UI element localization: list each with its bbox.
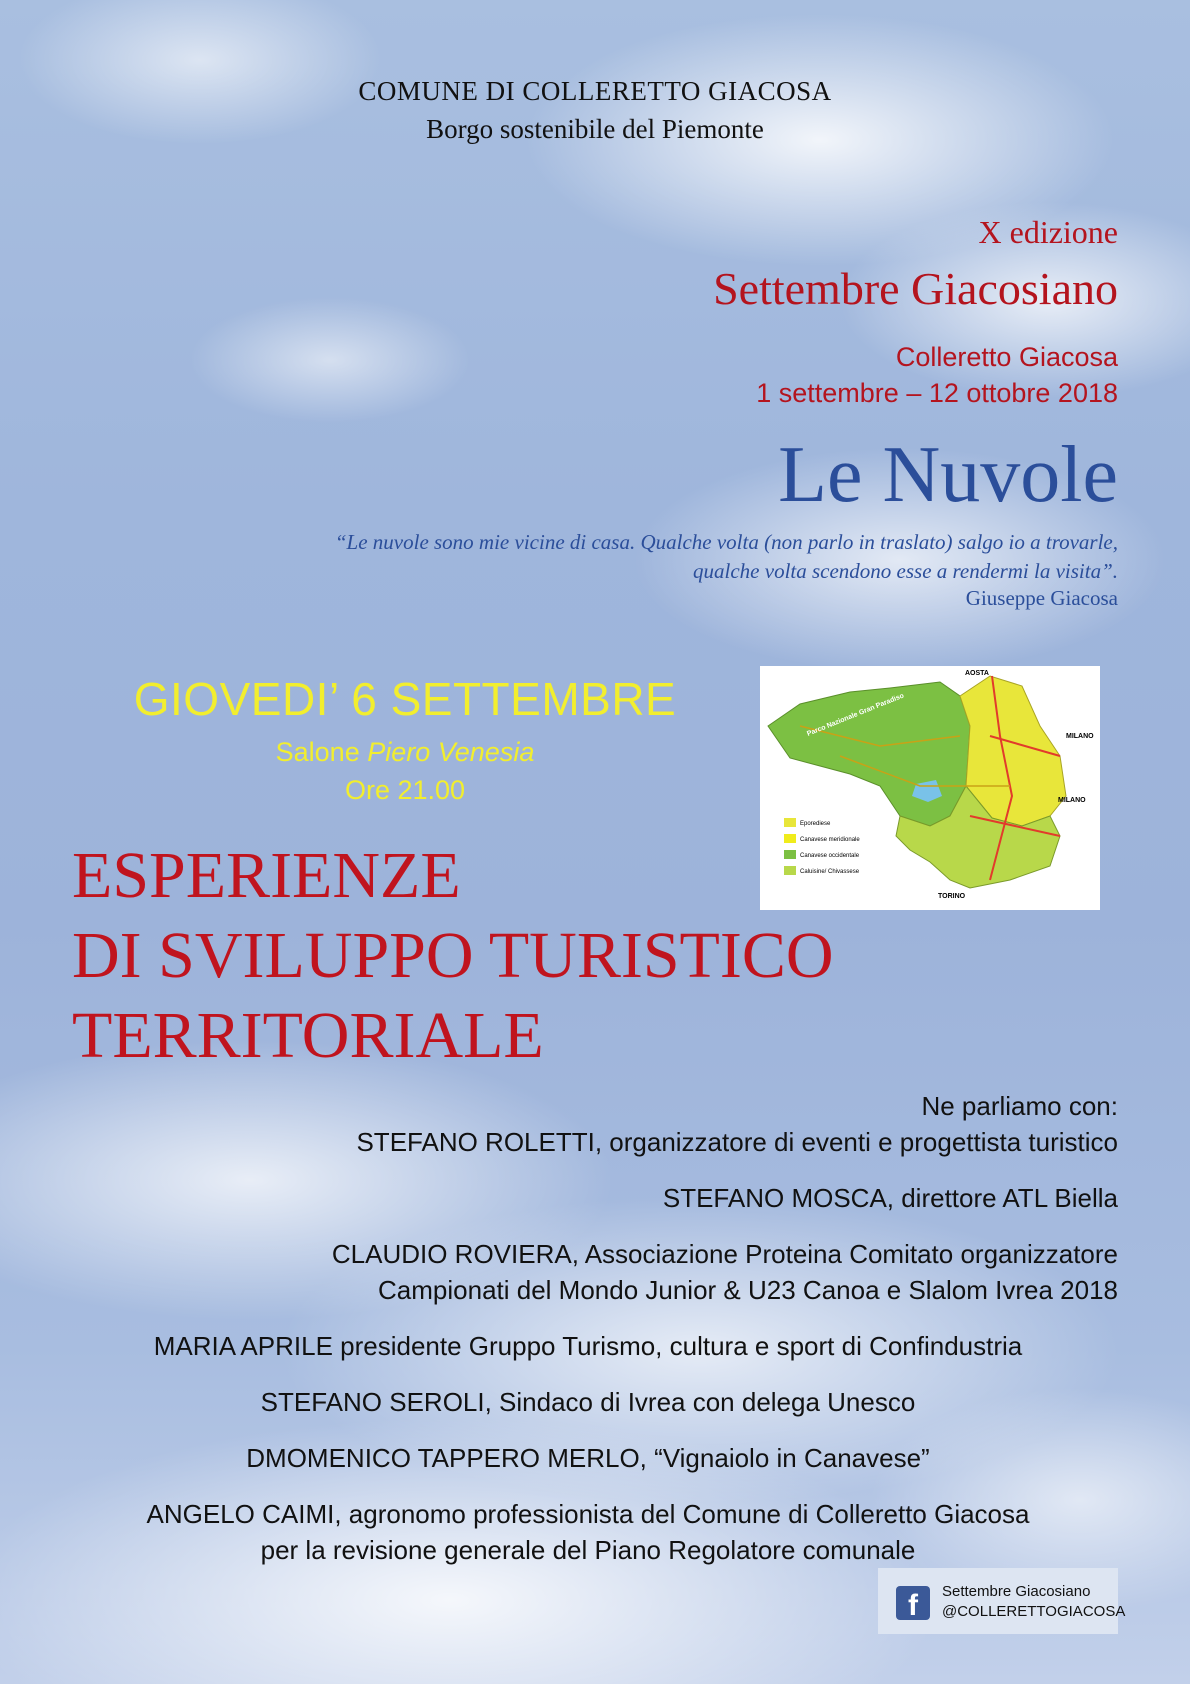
facebook-icon: f <box>896 1586 930 1620</box>
comune-title: COMUNE DI COLLERETTO GIACOSA <box>358 76 832 106</box>
map-region-west <box>768 682 970 826</box>
event-day: GIOVEDI’ 6 SETTEMBRE <box>133 673 677 725</box>
map-legend <box>784 818 860 875</box>
legend-label: Eporediese <box>800 821 831 827</box>
legend-swatch <box>784 850 796 859</box>
map-label-aosta: AOSTA <box>965 670 989 677</box>
map-label-torino: TORINO <box>938 893 966 900</box>
legend-swatch <box>784 818 796 827</box>
quote <box>138 528 1118 586</box>
festival-dates: 1 settembre – 12 ottobre 2018 <box>756 378 1118 408</box>
edition-label: X edizione <box>978 214 1118 250</box>
facebook-text <box>942 1582 1125 1622</box>
event-time: Ore 21.00 <box>344 775 466 805</box>
festival-place: Colleretto Giacosa <box>895 342 1118 372</box>
legend-label: Canavese meridionale <box>800 837 860 843</box>
event-title-line: DI SVILUPPO TURISTICO <box>72 919 834 992</box>
quote-line: “Le nuvole sono mie vicine di casa. Qualche volta (non parlo in traslato) salgo io a trovarle, <box>334 530 1118 554</box>
borgo-subtitle: Borgo sostenibile del Piemonte <box>426 114 764 144</box>
guests-intro: Ne parliamo con: <box>921 1091 1118 1121</box>
quote-author: Giuseppe Giacosa <box>965 586 1118 610</box>
map-label-milano: MILANO <box>1058 797 1086 804</box>
guest-entry-cont: Campionati del Mondo Junior & U23 Canoa e Slalom Ivrea 2018 <box>378 1275 1118 1305</box>
quote-line: qualche volta scendono esse a rendermi la visita”. <box>693 559 1118 583</box>
map-illustration <box>760 666 1100 910</box>
venue-name: Piero Venesia <box>367 737 535 767</box>
map-label-park: Parco Nazionale Gran Paradiso <box>806 692 906 738</box>
guest-entry: STEFANO SEROLI, Sindaco di Ivrea con delega Unesco <box>260 1387 916 1417</box>
legend-label: Canavese occidentale <box>800 853 860 859</box>
guest-entry: STEFANO MOSCA, direttore ATL Biella <box>662 1183 1118 1213</box>
guests-section <box>58 1088 1118 1568</box>
legend-swatch <box>784 834 796 843</box>
map-label-milano: MILANO <box>1066 733 1094 740</box>
facebook-badge[interactable] <box>878 1568 1126 1634</box>
canavese-map <box>760 666 1100 910</box>
legend-label: Caluisine/ Chivassese <box>800 869 860 875</box>
venue-prefix: Salone <box>275 737 360 767</box>
guest-entry-cont: per la revisione generale del Piano Regolatore comunale <box>260 1535 916 1565</box>
facebook-page-name: Settembre Giacosiano <box>942 1583 1091 1600</box>
event-title-line: TERRITORIALE <box>72 999 544 1072</box>
event-venue <box>80 737 730 768</box>
event-title <box>72 836 834 1076</box>
event-title-line: ESPERIENZE <box>72 839 461 912</box>
facebook-handle: @COLLERETTOGIACOSA <box>942 1603 1126 1620</box>
guest-entry: MARIA APRILE presidente Gruppo Turismo, cultura e sport di Confindustria <box>153 1331 1023 1361</box>
legend-swatch <box>784 866 796 875</box>
festival-theme: Le Nuvole <box>778 431 1118 519</box>
guest-entry: CLAUDIO ROVIERA, Associazione Proteina Comitato organizzatore <box>331 1239 1118 1269</box>
festival-name: Settembre Giacosiano <box>713 263 1118 314</box>
guest-entry: STEFANO ROLETTI, organizzatore di eventi e progettista turistico <box>356 1127 1118 1157</box>
guest-entry: ANGELO CAIMI, agronomo professionista del Comune di Colleretto Giacosa <box>146 1499 1030 1529</box>
guest-entry: DMOMENICO TAPPERO MERLO, “Vignaiolo in Canavese” <box>246 1443 930 1473</box>
